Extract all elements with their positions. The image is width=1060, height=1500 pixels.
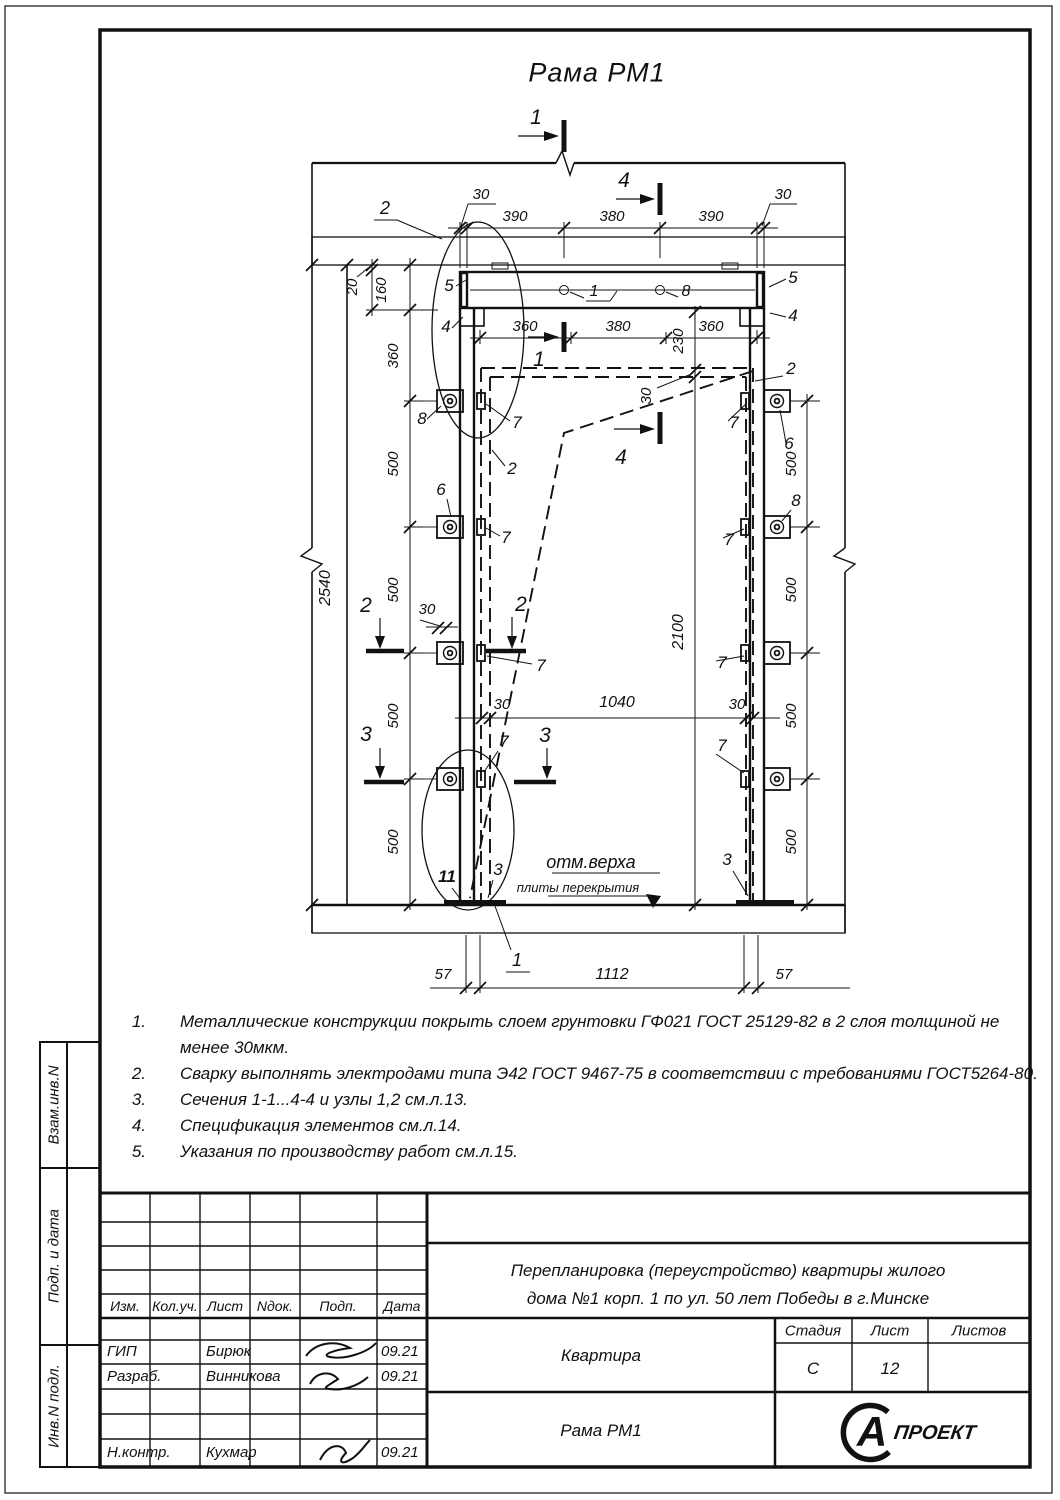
note-text: Указания по производству работ см.л.15. xyxy=(180,1142,518,1161)
element-label: 7 xyxy=(499,732,509,751)
dim-label: 160 xyxy=(373,277,390,303)
col-list: Лист xyxy=(206,1298,244,1314)
element-label: 2 xyxy=(507,459,517,478)
signature-scribbles xyxy=(306,1343,376,1462)
col-koluch: Кол.уч. xyxy=(152,1298,198,1314)
section-label: 2 xyxy=(360,594,372,617)
element-label: 7 xyxy=(717,736,727,755)
dim-label: 500 xyxy=(385,451,402,477)
wall-section xyxy=(301,151,855,933)
section-label: 2 xyxy=(515,593,527,616)
dim-label: 500 xyxy=(783,829,800,855)
detail-label: 1 xyxy=(511,950,523,970)
date-razrab: 09.21 xyxy=(381,1368,419,1385)
section-label: 1 xyxy=(530,106,542,129)
sheet-value: 12 xyxy=(880,1359,900,1378)
element-label: 8 xyxy=(681,283,691,300)
sheet-label: Лист xyxy=(870,1322,910,1340)
stamp-vzam-inv: Взам.инв.N xyxy=(45,1065,63,1145)
col-podp: Подп. xyxy=(319,1298,357,1314)
dim-label: 20 xyxy=(344,278,361,296)
section-label: 3 xyxy=(360,723,372,746)
name-nkontr: Кухмар xyxy=(206,1444,257,1461)
note-number: 4. xyxy=(131,1116,146,1135)
role-razrab: Разраб. xyxy=(107,1368,162,1385)
role-gip: ГИП xyxy=(107,1343,137,1360)
element-label: 6 xyxy=(436,480,446,499)
element-label: 2 xyxy=(786,359,796,378)
dim-label: 500 xyxy=(783,451,800,477)
section-label: 1 xyxy=(533,348,545,371)
element-label: 5 xyxy=(444,276,454,295)
dim-label: 380 xyxy=(599,208,625,225)
dim-label: 500 xyxy=(385,829,402,855)
dim-label: 30 xyxy=(728,696,746,713)
element-label: 7 xyxy=(724,530,734,549)
doc-name: Рама РМ1 xyxy=(560,1421,642,1440)
element-label: 8 xyxy=(417,409,427,428)
element-label: 7 xyxy=(536,656,546,675)
note-text: Сварку выполнять электродами типа Э42 ГОСТ 9467-75 в соответствии с требованиями ГОСТ5264-80. xyxy=(180,1064,1038,1083)
object-name: Квартира xyxy=(561,1346,641,1365)
logo-word: ПРОЕКТ xyxy=(892,1422,978,1444)
dim-label: 30 xyxy=(493,696,511,713)
note-number: 3. xyxy=(131,1090,146,1109)
element-label: 11 xyxy=(438,867,456,886)
dim-label: 360 xyxy=(698,318,724,335)
section-label: 4 xyxy=(618,169,630,192)
dim-label: 2540 xyxy=(317,570,334,606)
date-nkontr: 09.21 xyxy=(381,1444,419,1461)
dim-label: 57 xyxy=(775,966,793,983)
element-label: 7 xyxy=(717,653,727,672)
dim-label: 390 xyxy=(698,208,724,225)
note-number: 1. xyxy=(131,1012,146,1031)
note-number: 5. xyxy=(131,1142,146,1161)
col-izm: Изм. xyxy=(110,1298,140,1314)
dim-label: 390 xyxy=(502,208,528,225)
dim-label: 30 xyxy=(774,186,792,203)
element-label: 4 xyxy=(788,306,798,325)
dim-label: 2100 xyxy=(670,614,687,650)
role-nkontr: Н.контр. xyxy=(107,1444,171,1461)
element-label: 6 xyxy=(784,434,794,453)
dim-label: 30 xyxy=(638,387,655,405)
element-label: 4 xyxy=(441,317,451,336)
element-label: 5 xyxy=(788,268,798,287)
dim-label: 500 xyxy=(385,703,402,729)
stamp-inv-podl: Инв.N подл. xyxy=(45,1364,63,1448)
dim-label: 1112 xyxy=(595,966,629,983)
element-label: 1 xyxy=(589,283,599,300)
element-label: 7 xyxy=(729,413,739,432)
element-label: 2 xyxy=(379,198,391,218)
elevation-note: плиты перекрытия xyxy=(516,880,640,895)
name-razrab: Винникова xyxy=(206,1368,281,1385)
dim-label: 500 xyxy=(385,577,402,603)
name-gip: Бирюк xyxy=(206,1343,251,1360)
col-data: Дата xyxy=(383,1298,421,1314)
element-label: 8 xyxy=(791,491,801,510)
element-label: 7 xyxy=(512,413,522,432)
element-label: 3 xyxy=(722,850,732,869)
note-text: Спецификация элементов см.л.14. xyxy=(180,1116,462,1135)
dim-label: 30 xyxy=(418,601,436,618)
dim-label: 360 xyxy=(385,343,402,369)
elevation-note: отм.верха xyxy=(546,852,636,872)
dim-label: 360 xyxy=(512,318,538,335)
element-label: 7 xyxy=(501,528,511,547)
stage-value: С xyxy=(806,1359,820,1378)
logo-letter-a: А xyxy=(856,1408,888,1455)
dim-label: 500 xyxy=(783,703,800,729)
drawing-title: Рама РМ1 xyxy=(528,57,666,88)
dim-label: 500 xyxy=(783,577,800,603)
dim-label: 57 xyxy=(434,966,452,983)
note-text: менее 30мкм. xyxy=(180,1038,290,1057)
element-label: 3 xyxy=(493,860,503,879)
frame-structure xyxy=(444,263,794,903)
date-gip: 09.21 xyxy=(381,1343,419,1360)
project-title-line1: Перепланировка (переустройство) квартиры жилого xyxy=(510,1261,946,1280)
section-label: 4 xyxy=(615,446,627,469)
note-text: Сечения 1-1...4-4 и узлы 1,2 см.л.13. xyxy=(180,1090,468,1109)
stage-label: Стадия xyxy=(784,1322,842,1340)
dim-label: 230 xyxy=(670,328,687,354)
dim-label: 30 xyxy=(472,186,490,203)
note-text: Металлические конструкции покрыть слоем грунтовки ГФ021 ГОСТ 25129-82 в 2 слоя толщиной не xyxy=(180,1012,1000,1031)
dim-label: 380 xyxy=(605,318,631,335)
note-number: 2. xyxy=(131,1064,146,1083)
project-title-line2: дома №1 корп. 1 по ул. 50 лет Победы в г.Минске xyxy=(526,1289,930,1308)
section-label: 3 xyxy=(539,724,551,747)
col-ndok: Nдок. xyxy=(256,1298,294,1314)
stamp-podp-data: Подп. и дата xyxy=(45,1209,63,1303)
dim-label: 1040 xyxy=(599,694,635,711)
sheets-label: Листов xyxy=(951,1322,1007,1340)
